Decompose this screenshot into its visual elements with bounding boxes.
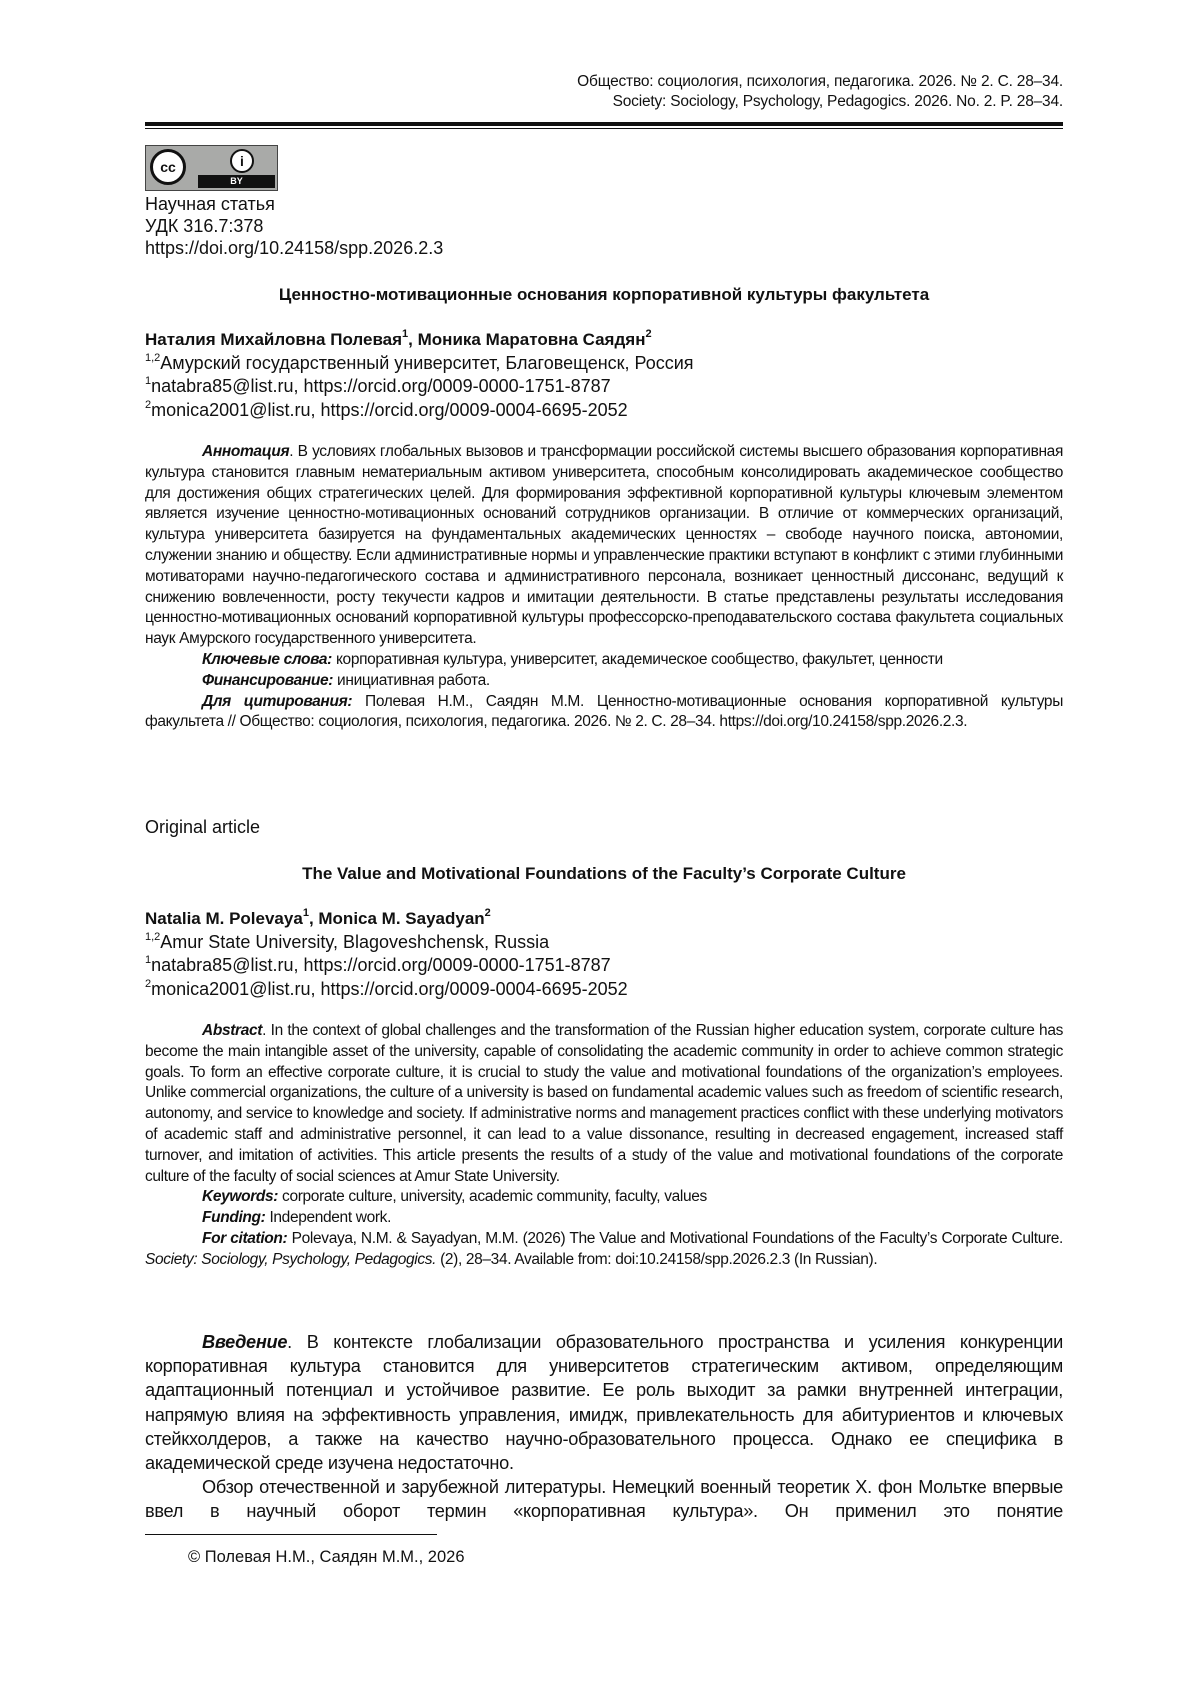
citation-text: Полевая Н.М., Саядян М.М. Ценностно-мотивационные основания корпоративной культуры факультета // Общество: социология, психология, педагогика. 2026. № 2. С. 28–34. https://doi.org/10.24158/spp.2026.2.3. bbox=[145, 692, 1063, 731]
funding-label: Funding: bbox=[202, 1209, 266, 1227]
sup: 1,2 bbox=[145, 930, 161, 943]
author-1: Natalia M. Polevaya bbox=[145, 909, 303, 928]
keywords-text: корпоративная культура, университет, академическое сообщество, факультет, ценности bbox=[332, 650, 943, 668]
contact-1: natabra85@list.ru, https://orcid.org/0009-0000-1751-8787 bbox=[151, 376, 611, 396]
citation-en bbox=[145, 1229, 1063, 1271]
authors-en: Natalia M. Polevaya$^1$, Monica M. Sayadyan$^2$ $^{1,2}$Amur State University, Blagoveshchensk, Russia $^1$natabra85@list.ru, https://orcid.org/0009-0000-1751-8787 $^2$monica2001@list.ru, https://orcid.org/0009-0004-6695-2052 bbox=[145, 907, 628, 999]
article-meta bbox=[145, 193, 1063, 259]
funding-text: Independent work. bbox=[265, 1209, 392, 1227]
keywords-en bbox=[145, 1187, 1063, 1208]
udk: УДК 316.7:378 bbox=[145, 216, 264, 236]
header-rule bbox=[145, 122, 1063, 126]
sup: 2 bbox=[645, 328, 652, 340]
affiliation: Amur State University, Blagoveshchensk, Russia bbox=[160, 931, 550, 952]
sup: 1,2 bbox=[145, 351, 161, 364]
intro-paragraph bbox=[145, 1330, 1063, 1475]
title-ru: Ценностно-мотивационные основания корпоративной культуры факультета bbox=[278, 285, 930, 304]
sup: 2 bbox=[145, 977, 152, 990]
abstract-text: . In the context of global challenges and the transformation of the Russian higher education system, corporate culture has become the main intangible asset of the university, capable of consolidating the academic community in order to achieve common strategic goals. To form an effective corporate culture, it is crucial to study the value and motivational foundations of the organization’s employees. Unlike commercial organizations, the culture of a university is based on fundamental academic values such as freedom of scientific research, autonomy, and service to knowledge and society. If administrative norms and management practices conflict with these underlying motivators of academic staff and administrative personnel, it can lead to a value dissonance, resulting in decreased engagement, increased staff turnover, and imitation of activities. This article presents the results of a study of the value and motivational foundations of the corporate culture of the faculty of social sciences at Amur State University. bbox=[145, 1022, 1063, 1185]
article-type: Научная статья bbox=[145, 194, 275, 214]
affiliation: Амурский государственный университет, Благовещенск, Россия bbox=[160, 352, 694, 373]
header-rule-thin bbox=[145, 128, 1063, 129]
funding-label: Финансирование: bbox=[202, 671, 334, 689]
sup: 1 bbox=[302, 907, 309, 919]
running-header bbox=[145, 72, 1063, 112]
abstract-en-block bbox=[145, 1021, 1063, 1271]
funding-text: инициативная работа. bbox=[333, 671, 490, 689]
header-ru: Общество: социология, психология, педагогика. 2026. № 2. С. 28–34. bbox=[577, 73, 1063, 90]
footnote-rule bbox=[145, 1534, 437, 1535]
abstract-ru-block bbox=[145, 442, 1063, 733]
keywords-label: Keywords: bbox=[202, 1188, 279, 1206]
sup: 2 bbox=[145, 398, 152, 411]
citation-text: Polevaya, N.M. & Sayadyan, M.M. (2026) The Value and Motivational Foundations of the Faculty’s Corporate Culture. bbox=[287, 1229, 1063, 1247]
article-type-en: Original article bbox=[145, 817, 261, 837]
abstract-ru bbox=[145, 442, 1063, 650]
abstract-en bbox=[145, 1021, 1063, 1187]
contact-2: monica2001@list.ru, https://orcid.org/0009-0004-6695-2052 bbox=[151, 399, 628, 420]
author-1: Наталия Михайловна Полевая bbox=[145, 330, 403, 349]
attribution-icon: i bbox=[230, 149, 254, 173]
keywords-label: Ключевые слова: bbox=[202, 650, 332, 668]
author-2: Monica M. Sayadyan bbox=[318, 909, 485, 928]
funding-en bbox=[145, 1208, 1063, 1229]
cc-by-license-icon bbox=[145, 145, 278, 191]
sup: 1 bbox=[145, 954, 152, 966]
title-en: The Value and Motivational Foundations of the Faculty’s Corporate Culture bbox=[302, 864, 906, 883]
keywords-text: corporate culture, university, academic community, faculty, values bbox=[278, 1188, 707, 1206]
sup: 2 bbox=[484, 907, 491, 919]
citation-journal: Society: Sociology, Psychology, Pedagogics. bbox=[145, 1250, 437, 1268]
sup: 1 bbox=[402, 328, 409, 340]
contact-2: monica2001@list.ru, https://orcid.org/0009-0004-6695-2052 bbox=[151, 978, 628, 999]
citation-label: Для цитирования: bbox=[202, 692, 353, 710]
abstract-label: Abstract bbox=[202, 1022, 263, 1039]
keywords-ru bbox=[145, 650, 1063, 671]
sup: 1 bbox=[145, 375, 152, 387]
doi-link[interactable]: https://doi.org/10.24158/spp.2026.2.3 bbox=[145, 238, 444, 258]
cc-icon: cc bbox=[150, 149, 186, 185]
review-paragraph: Обзор отечественной и зарубежной литературы. Немецкий военный теоретик Х. фон Мольтке впервые ввел в научный оборот термин «корпоративная культура». Он применил это понятие bbox=[145, 1477, 1063, 1522]
abstract-text: . В условиях глобальных вызовов и трансформации российской системы высшего образования корпоративная культура становится главным нематериальным активом университета, способным консолидировать академическое сообщество для достижения общих стратегических целей. Для формирования эффективной корпоративной культуры ключевым элементом является изучение ценностно-мотивационных оснований сотрудников организации. В отличие от коммерческих организаций, культура университета базируется на фундаментальных академических ценностях – свободе научного поиска, автономии, служении знанию и обществу. Если административные нормы и управленческие практики вступают в конфликт с этими глубинными мотиваторами научно-педагогического состава и административного персонала, возникает ценностный диссонанс, ведущий к снижению вовлеченности, росту текучести кадров и имитации деятельности. В статье представлены результаты исследования ценностно-мотивационных оснований корпоративной культуры профессорско-преподавательского состава факультета социальных наук Амурского государственного университета. bbox=[145, 443, 1063, 648]
citation-label: For citation: bbox=[202, 1229, 288, 1247]
intro-text: . В контексте глобализации образовательного пространства и усиления конкуренции корпоративная культура становится для университетов стратегическим активом, определяющим адаптационный потенциал и устойчивое развитие. Ее роль выходит за рамки внутренней интеграции, напрямую влияя на эффективность управления, имидж, привлекательность для абитуриентов и ключевых стейкхолдеров, а также на качество научно-образовательного процесса. Однако ее специфика в академической среде изучена недостаточно. bbox=[145, 1332, 1063, 1474]
header-en: Society: Sociology, Psychology, Pedagogics. 2026. No. 2. P. 28–34. bbox=[612, 93, 1063, 110]
contact-1: natabra85@list.ru, https://orcid.org/0009-0000-1751-8787 bbox=[151, 955, 611, 975]
intro-label: Введение bbox=[202, 1332, 288, 1352]
abstract-label: Аннотация bbox=[202, 443, 290, 460]
body-text bbox=[145, 1330, 1063, 1524]
funding-ru bbox=[145, 671, 1063, 692]
authors-ru: Наталия Михайловна Полевая$^1$, Моника Маратовна Саядян$^2$ $^{1,2}$Амурский государственный университет, Благовещенск, Россия $^1$natabra85@list.ru, https://orcid.org/0009-0000-1751-8787 $^2$monica2001@list.ru, https://orcid.org/0009-0004-6695-2052 bbox=[145, 328, 694, 420]
citation-ru bbox=[145, 692, 1063, 734]
author-2: Моника Маратовна Саядян bbox=[417, 330, 646, 349]
citation-text-end: (2), 28–34. Available from: doi:10.24158/spp.2026.2.3 (In Russian). bbox=[436, 1250, 878, 1268]
copyright-footnote: © Полевая Н.М., Саядян М.М., 2026 bbox=[188, 1548, 465, 1566]
by-label: BY bbox=[198, 175, 275, 188]
